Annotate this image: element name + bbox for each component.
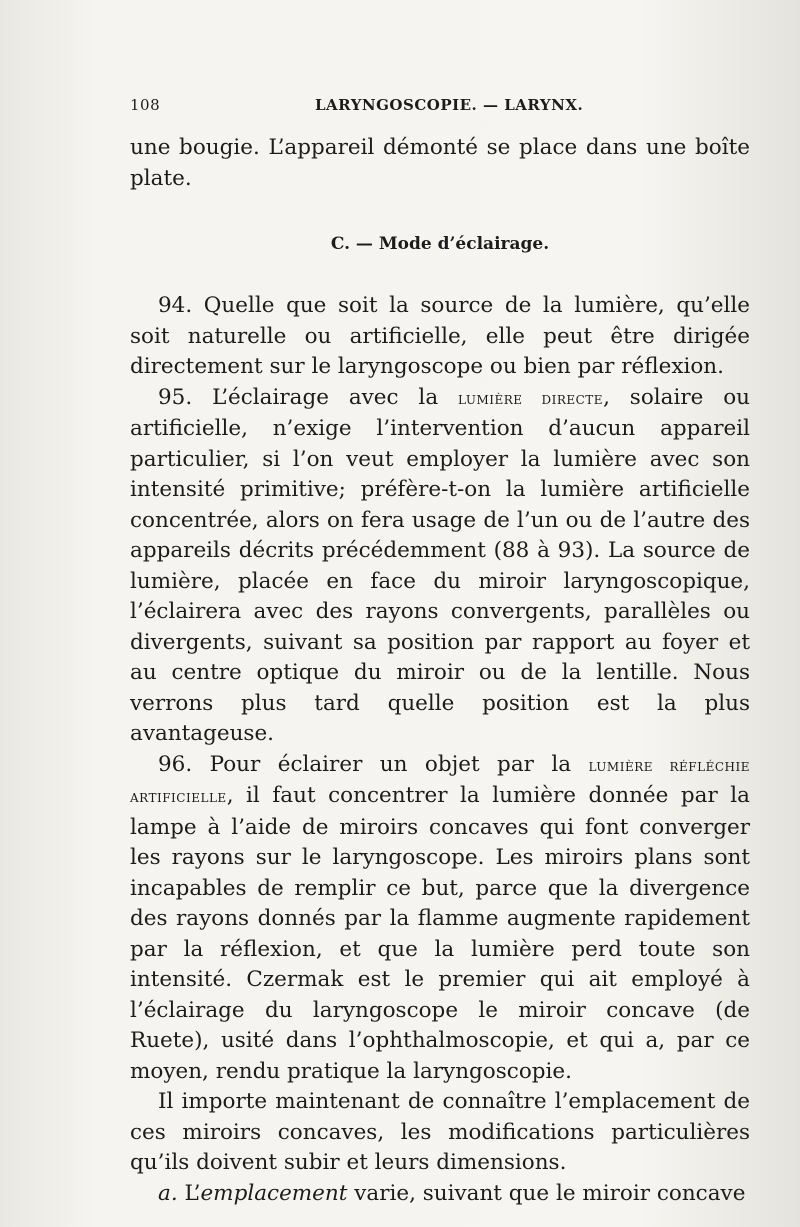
paragraph-number: 95. — [158, 384, 193, 410]
running-head: LARYNGOSCOPIE. — LARYNX. — [315, 96, 584, 114]
paragraph-95 — [130, 383, 750, 750]
paragraph-text: L’ — [177, 1180, 201, 1206]
paragraph-number: 94. — [158, 293, 193, 318]
paragraph-text: L’éclairage avec la — [192, 384, 459, 410]
paragraph-96 — [130, 750, 750, 1088]
paragraph-text: Quelle que soit la source de la lumière, qu’elle soit naturelle ou artificielle, elle peut être dirigée directement sur le laryngoscope ou bien par réflexion. — [130, 293, 750, 379]
item-label: a. — [158, 1180, 178, 1206]
paragraph-text: , il faut concentrer la lumière donnée par la lampe à l’aide de miroirs concaves qui font converger les rayons sur le laryngoscope. Les miroirs plans sont incapables de remplir ce but, parce que la divergence des rayons donnés par la flamme augmente rapidement par la réflexion, et que la lumière perd toute son intensité. Czermak est le premier qui ait employé à l’éclairage du laryngoscope le miroir concave (de Ruete), usité dans l’ophthalmoscopie, et qui a, par ce moyen, rendu pratique la laryngoscopie. — [130, 783, 750, 1084]
paragraph-text: , solaire ou artificielle, n’exige l’intervention d’aucun appareil particulier, si l’on veut employer la lumière avec son intensité primitive; préfère-t-on la lumière artificielle concentrée, alors on fera usage de l’un ou de l’autre des appareils décrits précédemment (88 à 93). La source de lumière, placée en face du miroir laryngoscopique, l’éclairera avec des rayons convergents, parallèles ou divergents, suivant sa position par rapport au foyer et au centre optique du miroir ou de la lentille. Nous verrons plus tard quelle position est la plus avantageuse. — [130, 384, 751, 746]
text-block-top — [130, 133, 750, 194]
small-caps-term: lumière directe — [458, 388, 604, 409]
paragraph-text: varie, suivant que le miroir concave — [347, 1180, 746, 1206]
text-block-main — [130, 291, 750, 1209]
section-title: C. — Mode d’éclairage. — [330, 234, 550, 254]
page-number: 108 — [130, 96, 161, 114]
paragraph-94 — [130, 291, 750, 383]
paragraph-importe: Il importe maintenant de connaître l’emplacement de ces miroirs concaves, les modifications particulières qu’ils doivent subir et leurs dimensions. — [130, 1089, 750, 1175]
emphasis-term: emplacement — [200, 1180, 348, 1206]
paragraph-text: Pour éclairer un objet par la — [192, 751, 589, 777]
paragraph-a — [130, 1179, 750, 1210]
page-header — [130, 96, 750, 118]
small-caps-term: lumière réfléchie artificielle — [130, 755, 750, 807]
paragraph-continued: une bougie. L’appareil démonté se place dans une boîte plate. — [130, 135, 750, 191]
paragraph-number: 96. — [158, 751, 193, 777]
